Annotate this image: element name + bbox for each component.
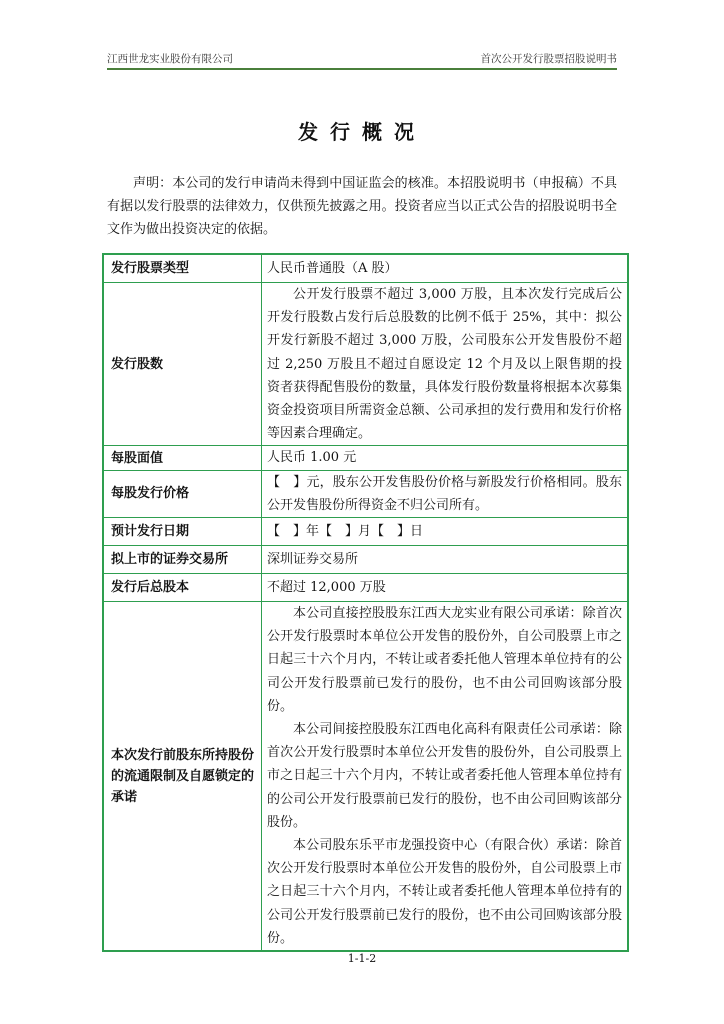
row-label: 每股发行价格 — [103, 470, 262, 517]
table-row — [103, 602, 628, 952]
row-value: 人民币普通股（A 股） — [262, 254, 629, 283]
row-value: 人民币 1.00 元 — [262, 446, 629, 470]
commitment-paragraph: 本公司直接控股股东江西大龙实业有限公司承诺：除首次公开发行股票时本单位公开发售的股份外，自公司股票上市之日起三十六个月内，不转让或者委托他人管理本单位持有的公司公开发行股票前已发行的股份，也不由公司回购该部分股份。 — [267, 606, 622, 714]
row-value — [262, 602, 629, 952]
row-label: 拟上市的证券交易所 — [103, 546, 262, 574]
row-value: 不超过 12,000 万股 — [262, 574, 629, 602]
table-row — [103, 518, 628, 546]
row-value: 深圳证券交易所 — [262, 546, 629, 574]
row-label: 发行股数 — [103, 283, 262, 446]
table-row — [103, 283, 628, 446]
table-row — [103, 254, 628, 283]
header-doc-title: 首次公开发行股票招股说明书 — [480, 53, 617, 65]
row-value: 【 】年【 】月【 】日 — [262, 518, 629, 546]
row-label: 预计发行日期 — [103, 518, 262, 546]
table-row — [103, 546, 628, 574]
row-label: 发行后总股本 — [103, 574, 262, 602]
row-label: 每股面值 — [103, 446, 262, 470]
row-label: 本次发行前股东所持股份的流通限制及自愿锁定的承诺 — [103, 602, 262, 952]
table-row — [103, 470, 628, 517]
row-label: 发行股票类型 — [103, 254, 262, 283]
table-row — [103, 446, 628, 470]
page-number: 1-1-2 — [347, 952, 377, 965]
header-company: 江西世龙实业股份有限公司 — [107, 53, 233, 65]
offering-summary-table — [102, 253, 629, 952]
row-value: 【 】元，股东公开发售股份价格与新股发行价格相同。股东公开发售股份所得资金不归公司所有。 — [262, 470, 629, 517]
commitment-paragraph: 本公司股东乐平市龙强投资中心（有限合伙）承诺：除首次公开发行股票时本单位公开发售的股份外，自公司股票上市之日起三十六个月内，不转让或者委托他人管理本单位持有的公司公开发行股票前已发行的股份，也不由公司回购该部分股份。 — [267, 838, 622, 946]
commitment-paragraph: 本公司间接控股股东江西电化高科有限责任公司承诺：除首次公开发行股票时本单位公开发售的股份外，自公司股票上市之日起三十六个月内，不转让或者委托他人管理本单位持有的公司公开发行股票前已发行的股份，也不由公司回购该部分股份。 — [267, 722, 622, 830]
disclaimer-paragraph: 声明：本公司的发行申请尚未得到中国证监会的核准。本招股说明书（申报稿）不具有据以发行股票的法律效力，仅供预先披露之用。投资者应当以正式公告的招股说明书全文作为做出投资决定的依据。 — [107, 176, 617, 237]
table-row — [103, 574, 628, 602]
row-value: 公开发行股票不超过 3,000 万股，且本次发行完成后公开发行股数占发行后总股数的比例不低于 25%，其中：拟公开发行新股不超过 3,000 万股，公司股东公开发售股份不超过 2,250 万股且不超过自愿设定 12 个月及以上限售期的投资者获得配售股份的数量，具体发行股份数量将根据本次募集资金投资项目所需资金总额、公司承担的发行费用和发行价格等因素合理确定。 — [262, 283, 629, 446]
page-title: 发行概况 — [298, 120, 426, 144]
header-divider — [107, 68, 617, 70]
page-header — [107, 51, 617, 67]
